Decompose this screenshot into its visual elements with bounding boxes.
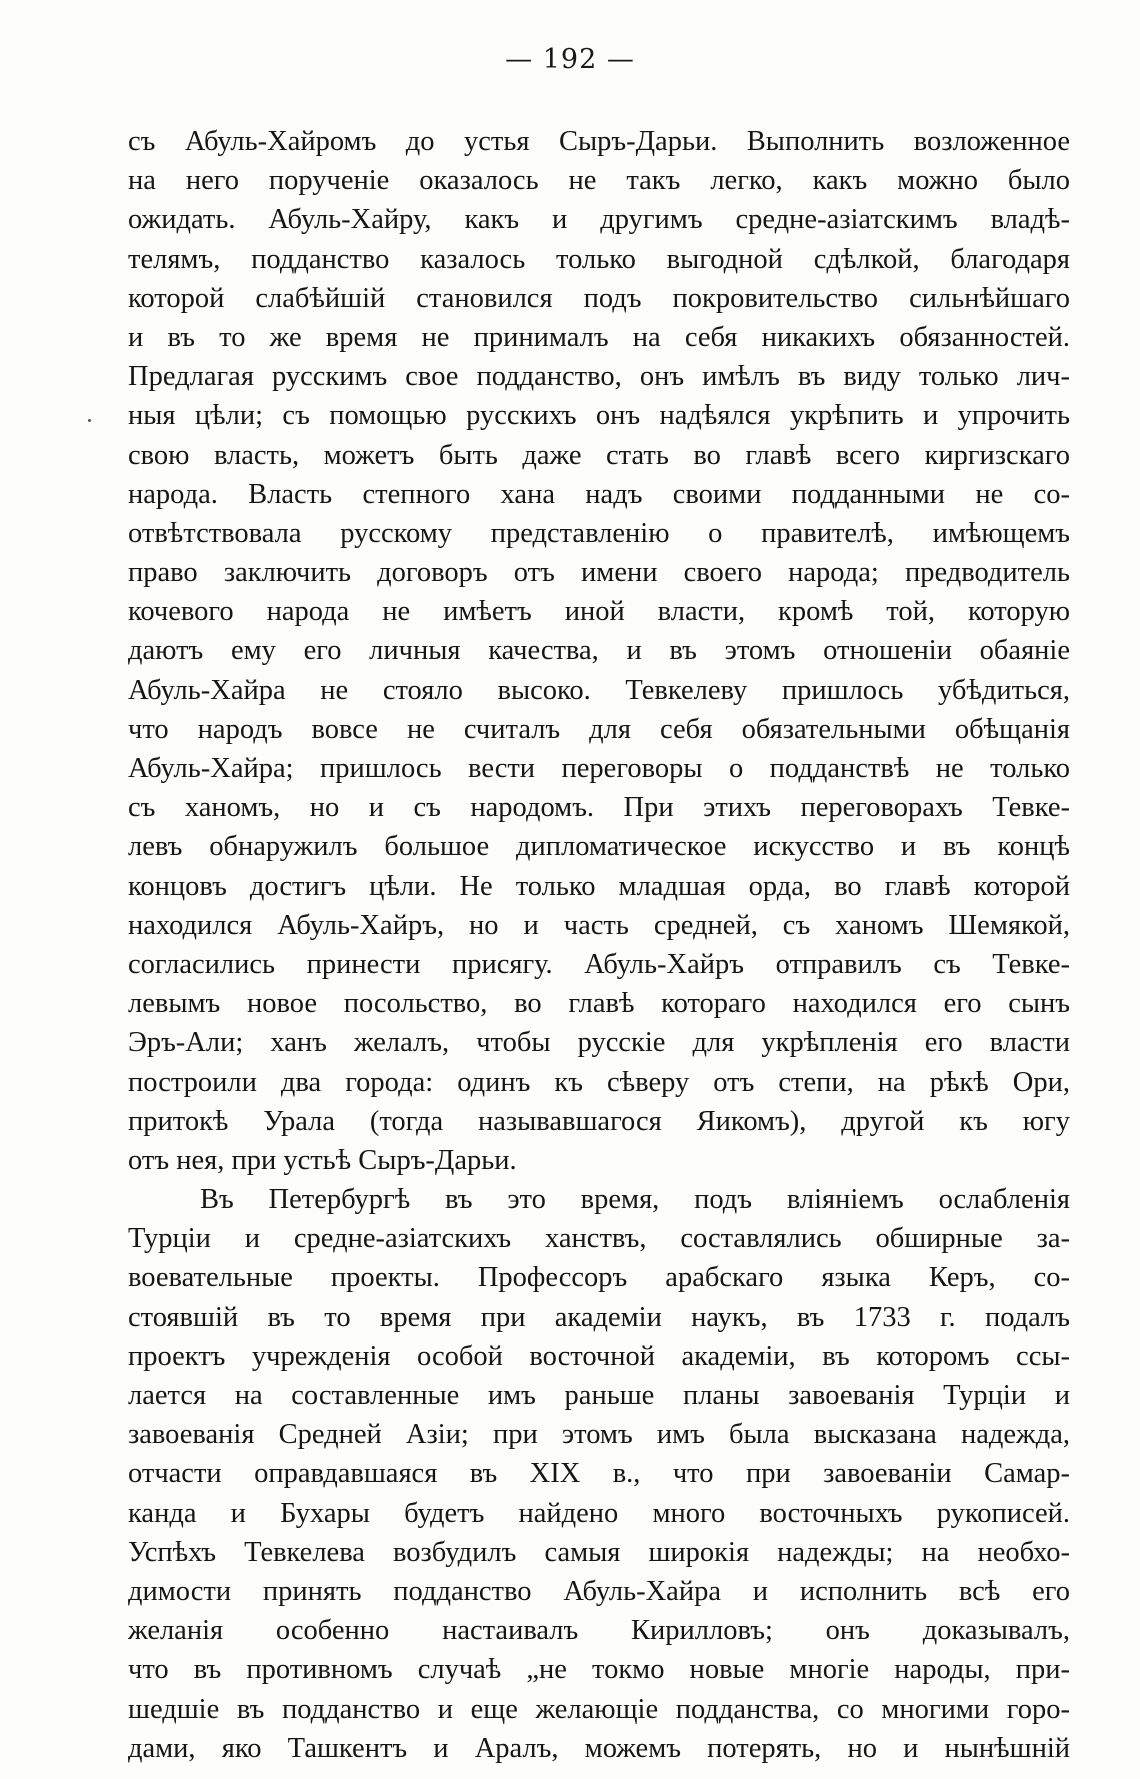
text-line: левъ обнаружилъ большое дипломатическое искусство и въ концѣ xyxy=(128,831,1070,863)
text-line: свою власть, можетъ быть даже стать во главѣ всего киргизскаго xyxy=(128,439,1070,471)
text-line: притокѣ Урала (тогда называвшагося Яикомъ), другой къ югу xyxy=(128,1105,1070,1137)
text-line: что въ противномъ случаѣ „не токмо новые многіе народы, при- xyxy=(128,1654,1070,1686)
text-line: согласились принести присягу. Абуль-Хайръ отправилъ съ Тевке- xyxy=(128,948,1070,980)
text-line: Эръ-Али; ханъ желалъ, чтобы русскіе для укрѣпленія его власти xyxy=(128,1027,1070,1059)
text-line: Турціи и средне-азіатскихъ ханствъ, составлялись обширные за- xyxy=(128,1223,1070,1255)
text-line: завоеванія Средней Азіи; при этомъ имъ была высказана надежда, xyxy=(128,1419,1070,1451)
text-line: желанія особенно настаивалъ Кирилловъ; онъ доказывалъ, xyxy=(128,1615,1070,1647)
text-line: которой слабѣйшій становился подъ покровительство сильнѣйшаго xyxy=(128,282,1070,314)
text-line: кочевого народа не имѣетъ иной власти, кромѣ той, которую xyxy=(128,596,1070,628)
text-line: дами, яко Ташкентъ и Аралъ, можемъ потерять, но и нынѣшній xyxy=(128,1732,1070,1764)
text-line: лается на составленные имъ раньше планы завоеванія Турціи и xyxy=(128,1380,1070,1411)
text-line: и въ то же время не принималъ на себя никакихъ обязанностей. xyxy=(128,321,1070,353)
text-line: Абуль-Хайра не стояло высоко. Тевкелеву пришлось убѣдиться, xyxy=(128,674,1070,706)
scan-speck xyxy=(88,419,91,422)
text-line: ожидать. Абуль-Хайру, какъ и другимъ средне-азіатскимъ владѣ- xyxy=(128,204,1070,236)
text-line: димости принять подданство Абуль-Хайра и исполнить всѣ его xyxy=(128,1575,1070,1607)
text-line: ныя цѣли; съ помощью русскихъ онъ надѣялся укрѣпить и упрочить xyxy=(128,400,1070,432)
paragraph-start-line: Въ Петербургѣ въ это время, подъ вліяніемъ ослабленія xyxy=(200,1184,1070,1216)
text-line: концовъ достигъ цѣли. Не только младшая орда, во главѣ которой xyxy=(128,870,1070,902)
page-number: — 192 — xyxy=(505,44,635,75)
text-line: право заключить договоръ отъ имени своего народа; предводитель xyxy=(128,557,1070,589)
text-line: на него порученіе оказалось не такъ легко, какъ можно было xyxy=(128,165,1070,197)
text-line: съ ханомъ, но и съ народомъ. При этихъ переговорахъ Тевке- xyxy=(128,792,1070,824)
text-line: Успѣхъ Тевкелева возбудилъ самыя широкія надежды; на необхо- xyxy=(128,1536,1070,1568)
text-line: построили два города: одинъ къ сѣверу отъ степи, на рѣкѣ Ори, xyxy=(128,1066,1070,1098)
text-line: шедшіе въ подданство и еще желающіе подданства, со многими горо- xyxy=(128,1693,1070,1725)
body-text xyxy=(128,122,1070,1768)
paragraph-end-line: отъ нея, при устьѣ Сыръ-Дарьи. xyxy=(128,1144,517,1176)
text-line: отвѣтствовала русскому представленію о правителѣ, имѣющемъ xyxy=(128,517,1070,549)
text-line: телямъ, подданство казалось только выгодной сдѣлкой, благодаря xyxy=(128,243,1070,275)
text-line: отчасти оправдавшаяся въ XIX в., что при завоеваніи Самар- xyxy=(128,1458,1070,1490)
text-line: стоявшій въ то время при академіи наукъ, въ 1733 г. подалъ xyxy=(128,1301,1070,1333)
text-line: канда и Бухары будетъ найдено много восточныхъ рукописей. xyxy=(128,1497,1070,1529)
text-line: Предлагая русскимъ свое подданство, онъ имѣлъ въ виду только лич- xyxy=(128,361,1070,393)
text-line: находился Абуль-Хайръ, но и часть средней, съ ханомъ Шемякой, xyxy=(128,909,1070,941)
text-line: что народъ вовсе не считалъ для себя обязательными обѣщанія xyxy=(128,713,1070,745)
text-line: народа. Власть степного хана надъ своими подданными не со- xyxy=(128,478,1070,510)
text-line: воевательные проекты. Профессоръ арабскаго языка Керъ, со- xyxy=(128,1262,1070,1294)
text-line: проектъ учрежденія особой восточной академіи, въ которомъ ссы- xyxy=(128,1340,1070,1372)
text-line: Абуль-Хайра; пришлось вести переговоры о подданствѣ не только xyxy=(128,753,1070,784)
text-line: даютъ ему его личныя качества, и въ этомъ отношеніи обаяніе xyxy=(128,635,1070,667)
text-line: левымъ новое посольство, во главѣ котораго находился его сынъ xyxy=(128,988,1070,1020)
text-line: съ Абуль-Хайромъ до устья Сыръ-Дарьи. Выполнить возложенное xyxy=(128,126,1070,157)
